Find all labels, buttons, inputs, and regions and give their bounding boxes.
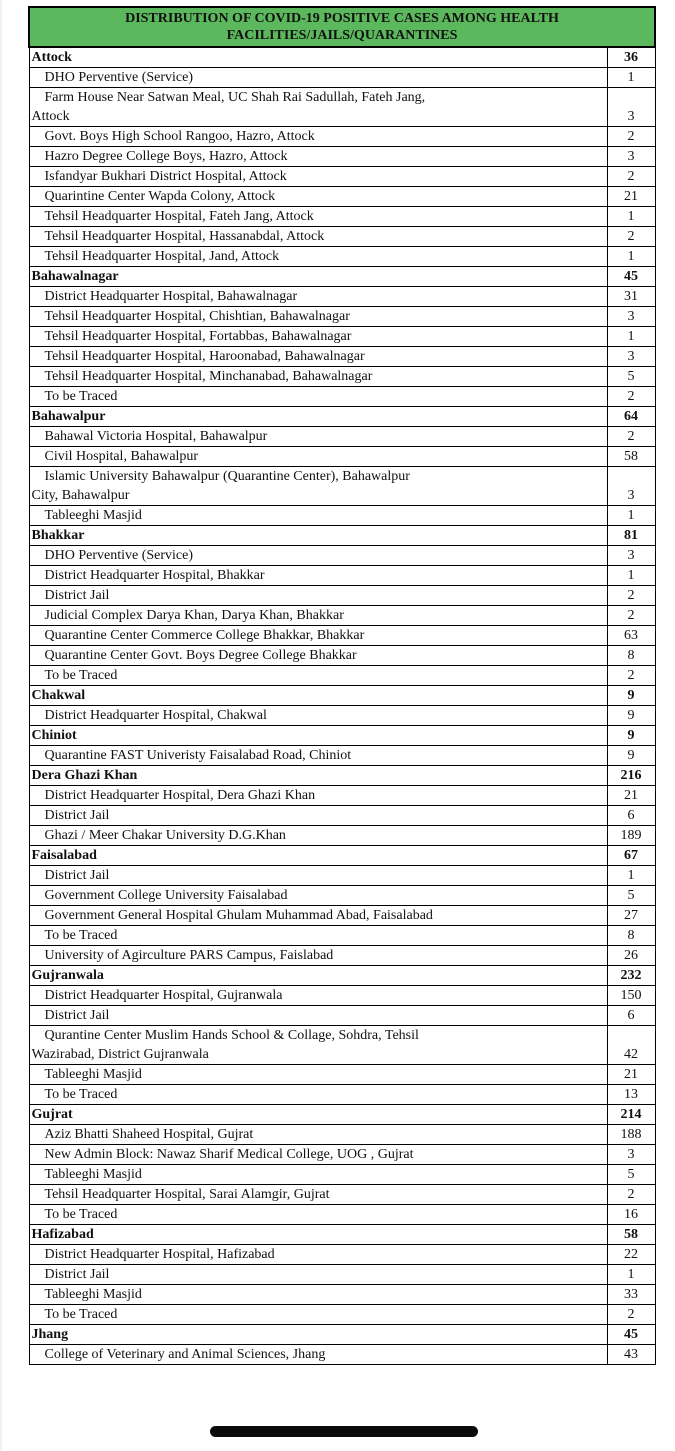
facility-count-cell: 5 [607,1165,655,1185]
facility-row [29,866,655,886]
district-row [29,726,655,746]
district-total-cell: 45 [607,1325,655,1345]
facility-count-cell: 9 [607,706,655,726]
covid-distribution-table [28,6,656,1365]
facility-name-cell: District Jail [29,1006,607,1026]
facility-name-cell: Aziz Bhatti Shaheed Hospital, Gujrat [29,1125,607,1145]
facility-count-cell: 189 [607,826,655,846]
facility-row [29,147,655,167]
facility-name-cell: DHO Perventive (Service) [29,546,607,566]
facility-row [29,586,655,606]
facility-name-cell: District Jail [29,806,607,826]
facility-row [29,467,655,506]
district-row [29,1105,655,1125]
facility-name-cell: Quarantine Center Commerce College Bhakkar, Bhakkar [29,626,607,646]
facility-name-cell: Tehsil Headquarter Hospital, Hassanabdal, Attock [29,227,607,247]
facility-row [29,666,655,686]
facility-count-cell: 6 [607,806,655,826]
facility-row [29,806,655,826]
facility-row [29,1305,655,1325]
facility-count-cell: 21 [607,786,655,806]
facility-count-cell: 3 [607,1145,655,1165]
district-name-cell: Gujrat [29,1105,607,1125]
facility-name-cell: Tehsil Headquarter Hospital, Minchanabad, Bahawalnagar [29,367,607,387]
district-name-cell: Bahawalnagar [29,267,607,287]
facility-name-cell: Tehsil Headquarter Hospital, Chishtian, Bahawalnagar [29,307,607,327]
facility-name-cell [29,467,607,506]
district-name-cell: Jhang [29,1325,607,1345]
district-row [29,1325,655,1345]
facility-row [29,347,655,367]
table-title-line-2: FACILITIES/JAILS/QUARANTINES [226,28,458,43]
facility-count-cell: 27 [607,906,655,926]
district-total-cell: 9 [607,726,655,746]
facility-name-cell: Civil Hospital, Bahawalpur [29,447,607,467]
facility-count-cell: 13 [607,1085,655,1105]
facility-name-cell: Hazro Degree College Boys, Hazro, Attock [29,147,607,167]
facility-count-cell: 2 [607,606,655,626]
facility-name-cell: District Headquarter Hospital, Dera Ghazi Khan [29,786,607,806]
facility-name-cell: Tableeghi Masjid [29,1285,607,1305]
district-row [29,966,655,986]
facility-count-cell: 2 [607,127,655,147]
facility-name-line-1: Qurantine Center Muslim Hands School & Collage, Sohdra, Tehsil [44,1028,419,1043]
facility-name-cell: Tehsil Headquarter Hospital, Jand, Attock [29,247,607,267]
district-row [29,407,655,427]
district-total-cell: 67 [607,846,655,866]
facility-name-cell: Tehsil Headquarter Hospital, Fortabbas, Bahawalnagar [29,327,607,347]
facility-count-cell: 2 [607,666,655,686]
district-total-cell: 9 [607,686,655,706]
facility-count-cell: 42 [607,1026,655,1065]
facility-name-cell: University of Agirculture PARS Campus, Faislabad [29,946,607,966]
facility-row [29,1245,655,1265]
facility-count-cell: 1 [607,207,655,227]
facility-count-cell: 1 [607,566,655,586]
facility-row [29,1145,655,1165]
facility-name-cell: Tableeghi Masjid [29,506,607,526]
facility-count-cell: 26 [607,946,655,966]
facility-name-cell: College of Veterinary and Animal Sciences, Jhang [29,1345,607,1365]
district-name-cell: Faisalabad [29,846,607,866]
facility-row [29,307,655,327]
facility-name-cell: Quarantine FAST Univeristy Faisalabad Road, Chiniot [29,746,607,766]
facility-row [29,906,655,926]
facility-count-cell: 2 [607,227,655,247]
district-row [29,267,655,287]
facility-count-cell: 43 [607,1345,655,1365]
facility-row [29,786,655,806]
facility-row [29,287,655,307]
covid-distribution-table-container [28,6,654,1365]
facility-name-cell: Tehsil Headquarter Hospital, Fateh Jang, Attock [29,207,607,227]
facility-name-cell: DHO Perventive (Service) [29,68,607,88]
facility-name-cell: District Headquarter Hospital, Bahawalnagar [29,287,607,307]
facility-name-cell: New Admin Block: Nawaz Sharif Medical College, UOG , Gujrat [29,1145,607,1165]
facility-name-cell: To be Traced [29,1305,607,1325]
facility-row [29,506,655,526]
facility-name-line-1: Islamic University Bahawalpur (Quarantine Center), Bahawalpur [44,469,410,484]
facility-name-cell: To be Traced [29,387,607,407]
facility-row [29,886,655,906]
facility-name-cell: District Jail [29,866,607,886]
district-name-cell: Chakwal [29,686,607,706]
facility-count-cell: 2 [607,1185,655,1205]
facility-row [29,88,655,127]
facility-name-cell: Government College University Faisalabad [29,886,607,906]
district-total-cell: 64 [607,407,655,427]
facility-row [29,1165,655,1185]
facility-name-cell: District Headquarter Hospital, Bhakkar [29,566,607,586]
facility-row [29,706,655,726]
facility-row [29,127,655,147]
facility-row [29,1006,655,1026]
district-total-cell: 232 [607,966,655,986]
facility-count-cell: 2 [607,586,655,606]
facility-count-cell: 1 [607,866,655,886]
facility-row [29,207,655,227]
table-title-row [29,7,655,47]
home-indicator-bar[interactable] [210,1426,478,1437]
facility-name-line-2: City, Bahawalpur [31,488,130,503]
district-row [29,526,655,546]
facility-row [29,986,655,1006]
facility-name-cell: To be Traced [29,1085,607,1105]
facility-count-cell: 5 [607,886,655,906]
facility-count-cell: 1 [607,1265,655,1285]
facility-count-cell: 1 [607,68,655,88]
facility-row [29,646,655,666]
district-name-cell: Bhakkar [29,526,607,546]
facility-count-cell: 22 [607,1245,655,1265]
facility-name-cell: Bahawal Victoria Hospital, Bahawalpur [29,427,607,447]
facility-row [29,626,655,646]
facility-count-cell: 2 [607,167,655,187]
facility-count-cell: 63 [607,626,655,646]
facility-count-cell: 6 [607,1006,655,1026]
facility-row [29,746,655,766]
district-name-cell: Gujranwala [29,966,607,986]
facility-row [29,1205,655,1225]
facility-name-cell: District Headquarter Hospital, Chakwal [29,706,607,726]
facility-name-line-2: Wazirabad, District Gujranwala [31,1047,209,1062]
facility-count-cell: 3 [607,307,655,327]
facility-name-cell: To be Traced [29,1205,607,1225]
facility-count-cell: 1 [607,327,655,347]
table-title [29,7,655,47]
facility-row [29,187,655,207]
facility-row [29,1085,655,1105]
facility-count-cell: 2 [607,427,655,447]
facility-count-cell: 3 [607,88,655,127]
facility-row [29,946,655,966]
facility-name-cell: Tableeghi Masjid [29,1065,607,1085]
facility-name-line-1: Farm House Near Satwan Meal, UC Shah Rai Sadullah, Fateh Jang, [44,90,426,105]
facility-row [29,606,655,626]
district-total-cell: 45 [607,267,655,287]
facility-row [29,1285,655,1305]
facility-name-cell: Judicial Complex Darya Khan, Darya Khan, Bhakkar [29,606,607,626]
facility-count-cell: 16 [607,1205,655,1225]
facility-count-cell: 3 [607,546,655,566]
facility-count-cell: 2 [607,1305,655,1325]
facility-row [29,1026,655,1065]
facility-name-cell: Tehsil Headquarter Hospital, Sarai Alamgir, Gujrat [29,1185,607,1205]
facility-name-cell: District Jail [29,586,607,606]
district-row [29,686,655,706]
facility-count-cell: 1 [607,506,655,526]
district-total-cell: 216 [607,766,655,786]
facility-row [29,367,655,387]
facility-name-cell: To be Traced [29,666,607,686]
facility-name-cell: Quarantine Center Govt. Boys Degree College Bhakkar [29,646,607,666]
district-total-cell: 36 [607,47,655,68]
facility-name-line-2: Attock [31,109,70,124]
facility-name-cell: District Headquarter Hospital, Gujranwala [29,986,607,1006]
facility-count-cell: 58 [607,447,655,467]
facility-name-cell: Isfandyar Bukhari District Hospital, Attock [29,167,607,187]
facility-row [29,247,655,267]
district-name-cell: Hafizabad [29,1225,607,1245]
district-name-cell: Bahawalpur [29,407,607,427]
facility-row [29,1125,655,1145]
district-row [29,766,655,786]
facility-count-cell: 21 [607,1065,655,1085]
facility-count-cell: 3 [607,467,655,506]
facility-count-cell: 9 [607,746,655,766]
district-row [29,47,655,68]
facility-name-cell: Quarintine Center Wapda Colony, Attock [29,187,607,207]
facility-name-cell: District Jail [29,1265,607,1285]
facility-row [29,926,655,946]
facility-count-cell: 8 [607,646,655,666]
facility-row [29,227,655,247]
facility-count-cell: 8 [607,926,655,946]
facility-count-cell: 5 [607,367,655,387]
facility-row [29,566,655,586]
facility-name-cell [29,1026,607,1065]
district-name-cell: Attock [29,47,607,68]
facility-count-cell: 150 [607,986,655,1006]
facility-row [29,1065,655,1085]
facility-count-cell: 3 [607,347,655,367]
facility-count-cell: 188 [607,1125,655,1145]
facility-count-cell: 1 [607,247,655,267]
facility-count-cell: 3 [607,147,655,167]
facility-row [29,387,655,407]
facility-count-cell: 21 [607,187,655,207]
facility-count-cell: 2 [607,387,655,407]
facility-count-cell: 33 [607,1285,655,1305]
facility-name-cell: Tehsil Headquarter Hospital, Haroonabad, Bahawalnagar [29,347,607,367]
facility-row [29,327,655,347]
table-body [29,47,655,1365]
facility-row [29,1345,655,1365]
facility-name-cell: Tableeghi Masjid [29,1165,607,1185]
facility-name-cell: Govt. Boys High School Rangoo, Hazro, Attock [29,127,607,147]
page-edge [0,0,2,1451]
district-row [29,846,655,866]
facility-row [29,68,655,88]
district-name-cell: Chiniot [29,726,607,746]
facility-row [29,447,655,467]
district-row [29,1225,655,1245]
facility-name-cell: To be Traced [29,926,607,946]
facility-row [29,167,655,187]
facility-row [29,826,655,846]
district-total-cell: 214 [607,1105,655,1125]
facility-count-cell: 31 [607,287,655,307]
facility-name-cell [29,88,607,127]
facility-row [29,1185,655,1205]
facility-name-cell: District Headquarter Hospital, Hafizabad [29,1245,607,1265]
table-title-line-1: DISTRIBUTION OF COVID-19 POSITIVE CASES AMONG HEALTH [125,11,559,26]
facility-name-cell: Ghazi / Meer Chakar University D.G.Khan [29,826,607,846]
district-total-cell: 81 [607,526,655,546]
district-total-cell: 58 [607,1225,655,1245]
facility-row [29,546,655,566]
facility-row [29,1265,655,1285]
district-name-cell: Dera Ghazi Khan [29,766,607,786]
facility-row [29,427,655,447]
facility-name-cell: Government General Hospital Ghulam Muhammad Abad, Faisalabad [29,906,607,926]
